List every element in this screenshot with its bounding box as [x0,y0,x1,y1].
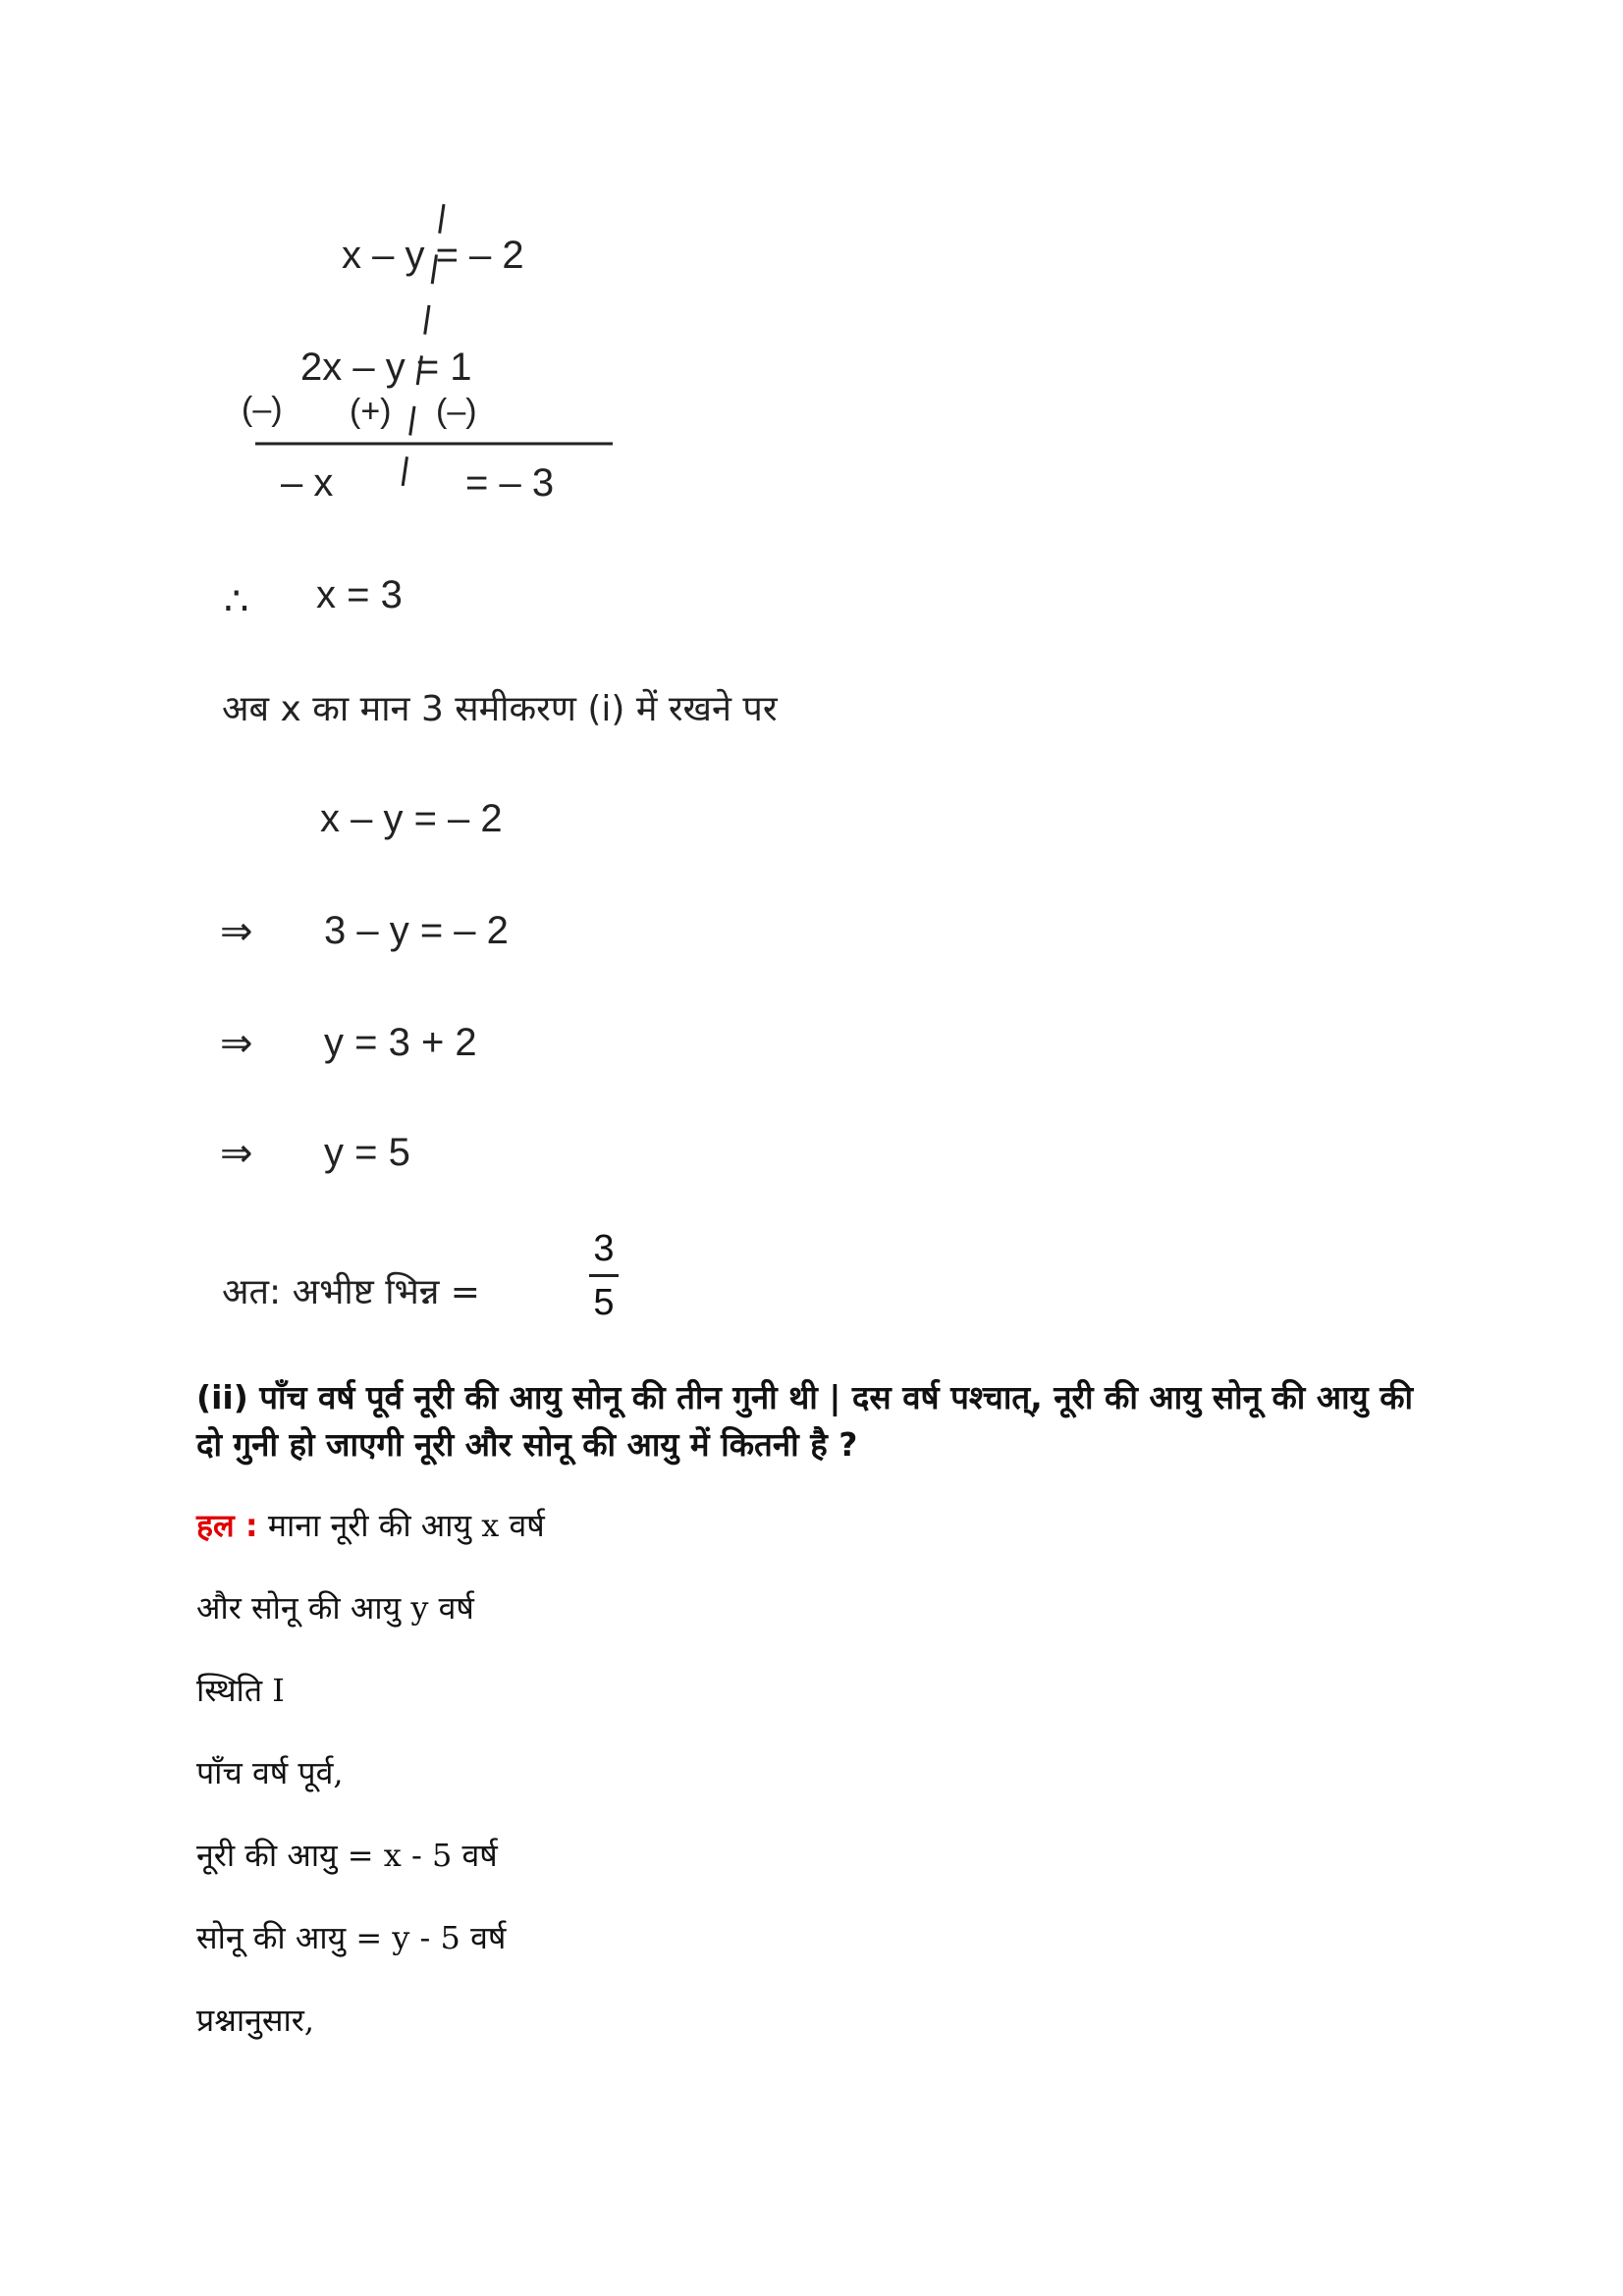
solution-line-2: और सोनू की आयु y वर्ष [196,1589,474,1627]
solution-line-3: स्थिति I [196,1672,285,1709]
elimination-lines [0,0,1623,550]
step-equation: x – y = – 2 [320,797,503,840]
implies-arrow: ⇒ [220,1022,253,1065]
fraction-numerator: 3 [593,1228,615,1269]
solution-assumption-x: माना नूरी की आयु x वर्ष [257,1507,545,1544]
result-left: – x [281,461,334,505]
answer-label: अत: अभीष्ट भिन्न = [222,1272,480,1312]
step-equation: y = 5 [324,1131,410,1174]
answer-fraction [589,1227,619,1324]
therefore-symbol: ∴ [224,580,249,623]
sign-minus-1: (–) [242,391,283,428]
implies-arrow: ⇒ [220,1132,253,1175]
step-equation: 3 – y = – 2 [324,909,509,952]
result-right: = – 3 [465,461,555,505]
implies-arrow: ⇒ [220,910,253,953]
question-text: (ii) पाँच वर्ष पूर्व नूरी की आयु सोनू की तीन गुनी थी | दस वर्ष पश्चात्, नूरी की आयु सोनू की आयु की दो गुनी हो जाएगी नूरी और सोनू की आयु में कितनी है ? [196,1378,1414,1464]
solution-line-1 [196,1504,545,1546]
step-equation: y = 3 + 2 [324,1021,477,1064]
solution-line-4: पाँच वर्ष पूर्व, [196,1754,344,1791]
equation-2: 2x – y = 1 [300,346,472,389]
sign-plus: (+) [350,393,392,430]
sign-minus-2: (–) [436,393,477,430]
fraction-bar [589,1274,619,1277]
fraction-denominator: 5 [593,1282,615,1323]
solution-line-6: सोनू की आयु = y - 5 वर्ष [196,1919,507,1956]
equation-1: x – y = – 2 [342,234,524,277]
solution-label: हल : [196,1507,258,1544]
substitute-text: अब x का मान 3 समीकरण (i) में रखने पर [222,689,778,729]
solution-line-7: प्रश्नानुसार, [196,2002,315,2039]
solution-line-5: नूरी की आयु = x - 5 वर्ष [196,1837,498,1874]
x-value: x = 3 [316,573,403,616]
